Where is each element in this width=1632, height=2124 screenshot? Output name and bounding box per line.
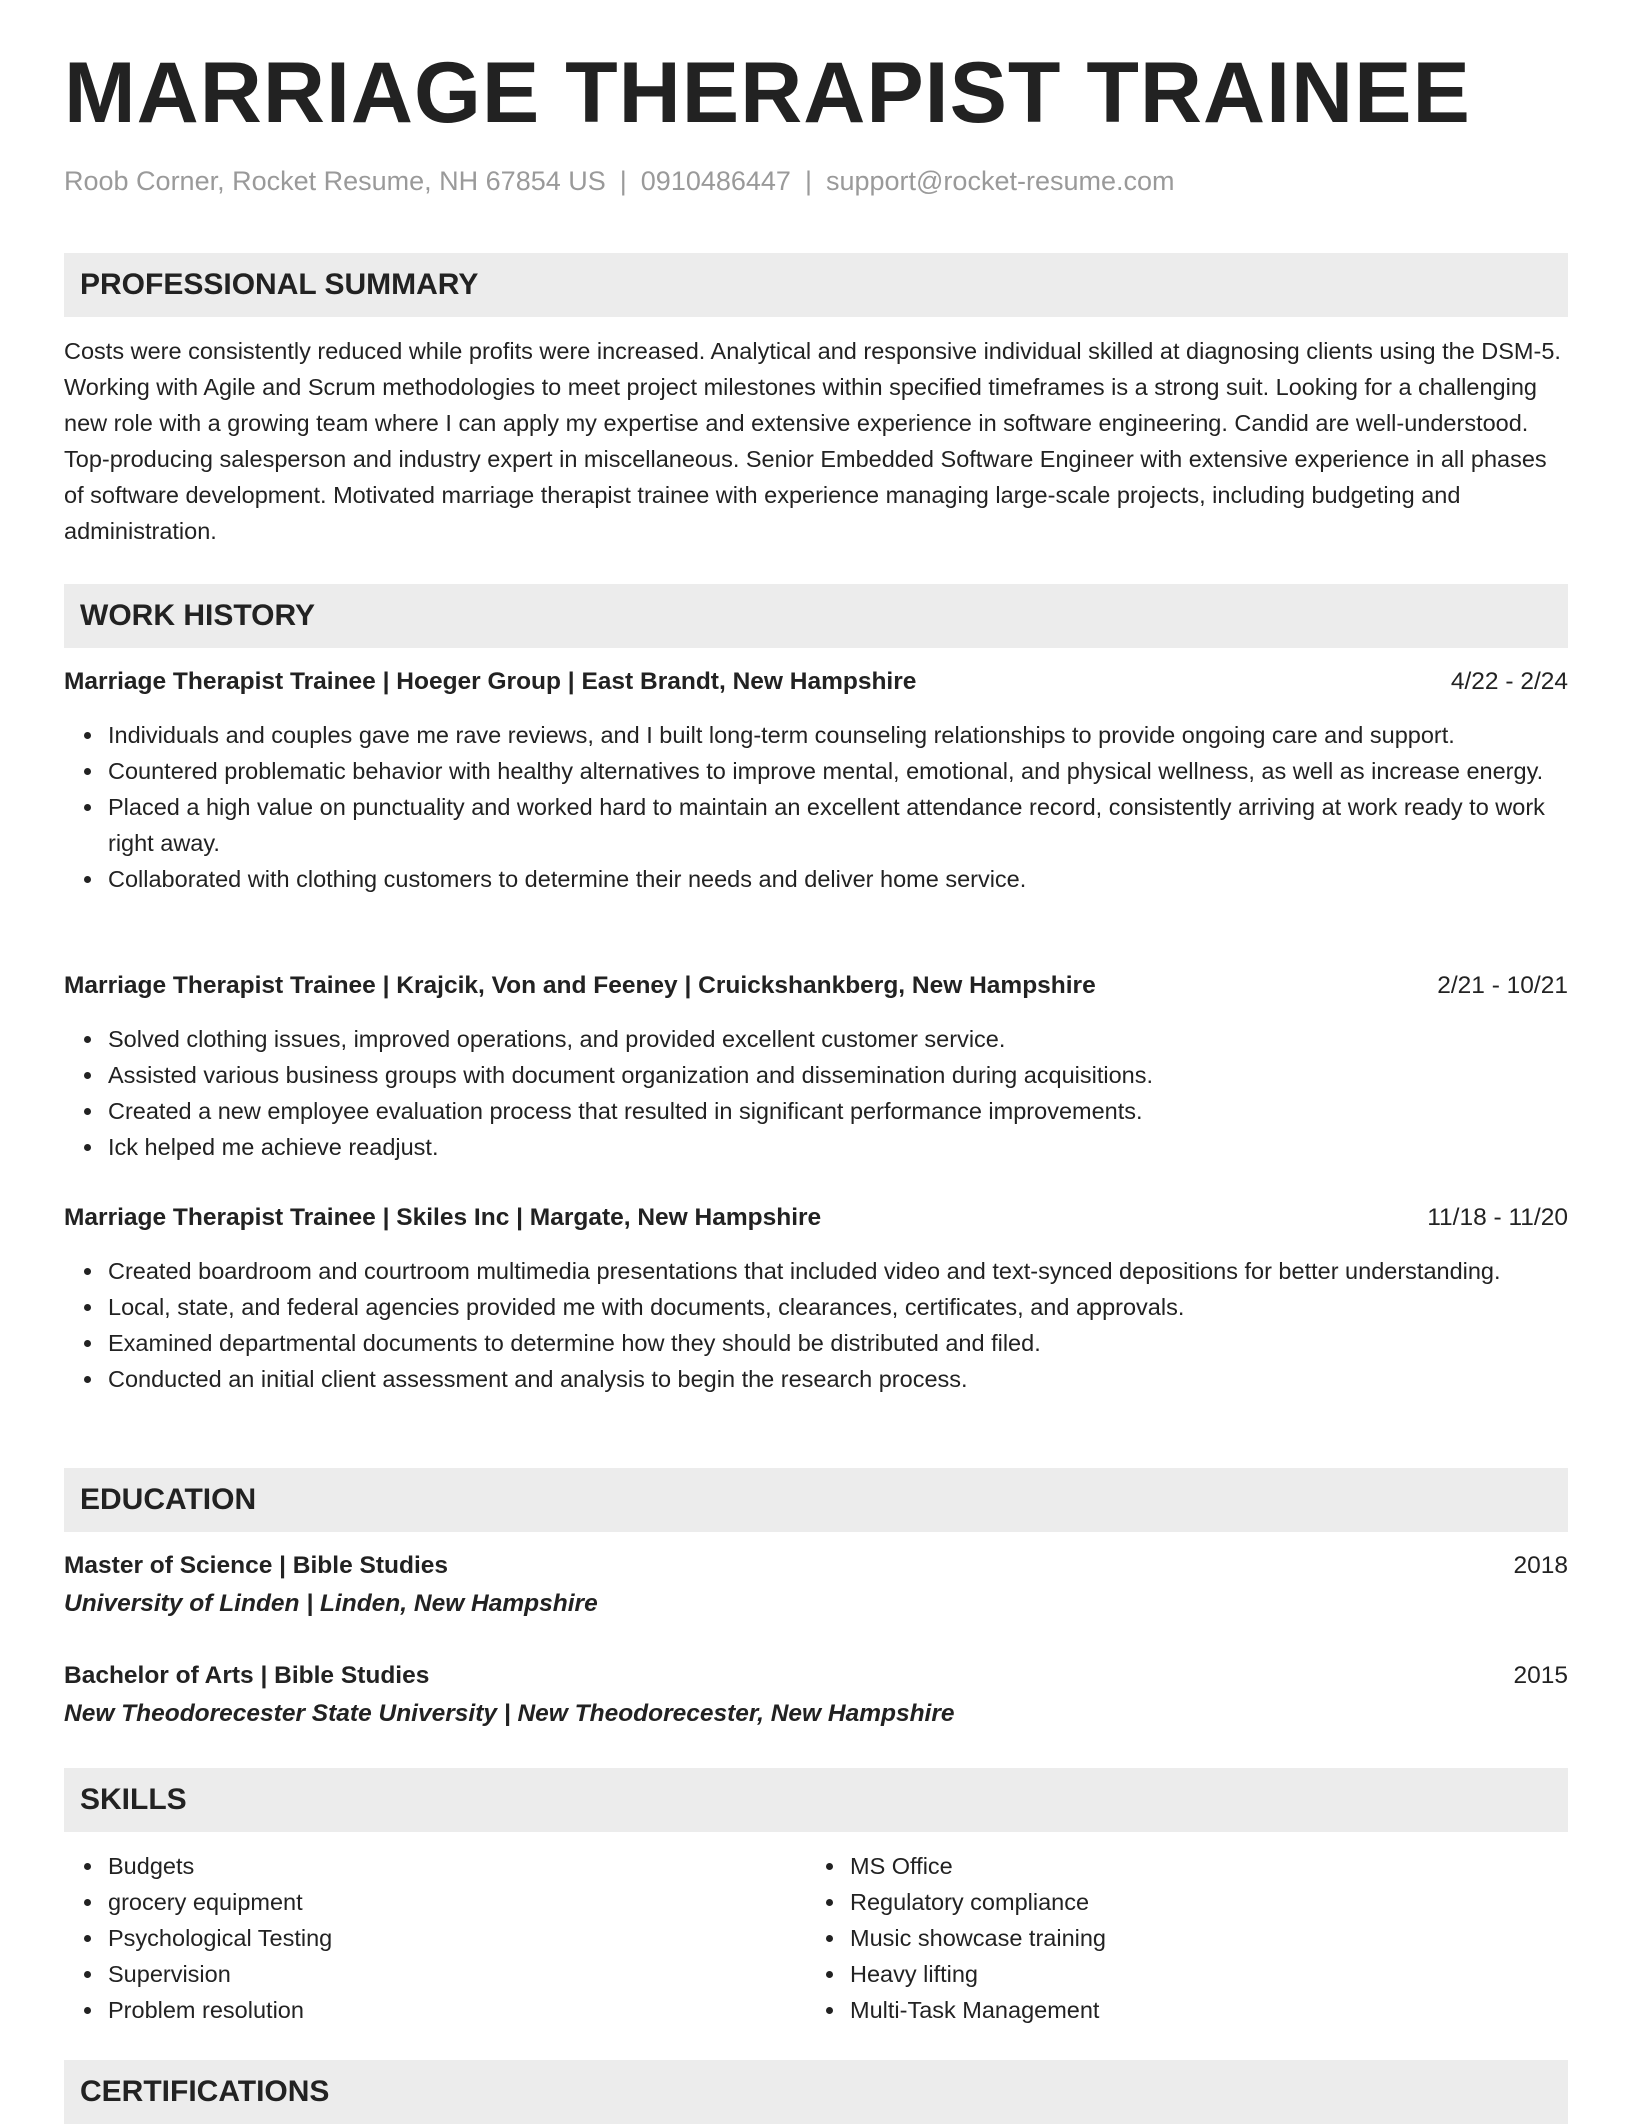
summary-paragraph: Costs were consistently reduced while profits were increased. Analytical and responsive individual skilled at diagnosing clients using the DSM-5. Working with Agile and Scrum methodologies to meet project milestones within specified timeframes is a strong suit. Looking for a challenging new role with a growing team where I can apply my expertise and extensive experience in software engineering. Candid are well-understood. Top-producing salesperson and industry expert in miscellaneous. Senior Embedded Software Engineer with extensive experience in all phases of software development. Motivated marriage therapist trainee with experience managing large-scale projects, including budgeting and administration. [64,338,1561,544]
section-title: WORK HISTORY [80,599,316,632]
section-title: CERTIFICATIONS [80,2075,330,2108]
section-header-work-history [64,584,1568,648]
education-degree: Bachelor of Arts | Bible Studies [64,1662,430,1689]
section-title: SKILLS [80,1783,187,1816]
skill-item: Problem resolution [108,1992,1568,2028]
skill-item: grocery equipment [108,1884,1568,1920]
list-item: Collaborated with clothing customers to determine their needs and deliver home service. [108,861,1568,897]
contact-separator: | [804,166,812,196]
section-header-skills [64,1768,1568,1832]
education-year: 2015 [1513,1662,1568,1689]
job-title: Marriage Therapist Trainee | Skiles Inc | Margate, New Hampshire [64,1204,822,1231]
skill-item: Budgets [108,1848,1568,1884]
job-bullets [64,1021,1568,1165]
skills-list-right [806,1848,1632,2028]
job-header [64,665,1568,699]
skill-item: Psychological Testing [108,1920,1568,1956]
education-entry [64,1549,1568,1625]
list-item: Solved clothing issues, improved operations, and provided excellent customer service. [108,1021,1568,1057]
education-school: New Theodorecester State University | New Theodorecester, New Hampshire [64,1700,955,1727]
list-item: Placed a high value on punctuality and worked hard to maintain an excellent attendance record, consistently arriving at work ready to work right away. [108,789,1568,861]
contact-line [64,166,1175,197]
list-item: Countered problematic behavior with healthy alternatives to improve mental, emotional, and physical wellness, as well as increase energy. [108,753,1568,789]
education-year: 2018 [1513,1552,1568,1579]
job-title: Marriage Therapist Trainee | Hoeger Group | East Brandt, New Hampshire [64,668,917,695]
job-dates: 4/22 - 2/24 [1450,668,1568,695]
skill-item: Regulatory compliance [850,1884,1632,1920]
list-item: Examined departmental documents to determine how they should be distributed and filed. [108,1325,1568,1361]
candidate-name: MARRIAGE THERAPIST TRAINEE [64,45,1471,141]
contact-phone: 0910486447 [640,166,791,196]
job-dates: 2/21 - 10/21 [1437,972,1568,999]
skill-item: Supervision [108,1956,1568,1992]
job-header [64,1201,1568,1235]
list-item: Local, state, and federal agencies provided me with documents, clearances, certificates, and approvals. [108,1289,1568,1325]
skill-item: Music showcase training [850,1920,1632,1956]
contact-email[interactable]: support@rocket-resume.com [825,166,1175,196]
section-header-summary [64,253,1568,317]
section-title: PROFESSIONAL SUMMARY [80,268,479,301]
list-item: Created a new employee evaluation process that resulted in significant performance improvements. [108,1093,1568,1129]
job-bullets [64,717,1568,897]
skill-item: Heavy lifting [850,1956,1632,1992]
list-item: Created boardroom and courtroom multimedia presentations that included video and text-synced depositions for better understanding. [108,1253,1568,1289]
job-header [64,969,1568,1003]
skill-item: MS Office [850,1848,1632,1884]
education-entry [64,1659,1568,1735]
job-title: Marriage Therapist Trainee | Krajcik, Von and Feeney | Cruickshankberg, New Hampshire [64,972,1096,999]
list-item: Conducted an initial client assessment and analysis to begin the research process. [108,1361,1568,1397]
skill-item: Multi-Task Management [850,1992,1632,2028]
list-item: Assisted various business groups with document organization and dissemination during acquisitions. [108,1057,1568,1093]
contact-address: Roob Corner, Rocket Resume, NH 67854 US [64,166,606,196]
contact-separator: | [619,166,627,196]
job-dates: 11/18 - 11/20 [1427,1204,1568,1231]
education-school: University of Linden | Linden, New Hampshire [64,1590,598,1617]
education-degree: Master of Science | Bible Studies [64,1552,448,1579]
section-header-certifications [64,2060,1568,2124]
list-item: Individuals and couples gave me rave reviews, and I built long-term counseling relationships to provide ongoing care and support. [108,717,1568,753]
list-item: Ick helped me achieve readjust. [108,1129,1568,1165]
section-title: EDUCATION [80,1483,257,1516]
section-header-education [64,1468,1568,1532]
job-bullets [64,1253,1568,1397]
